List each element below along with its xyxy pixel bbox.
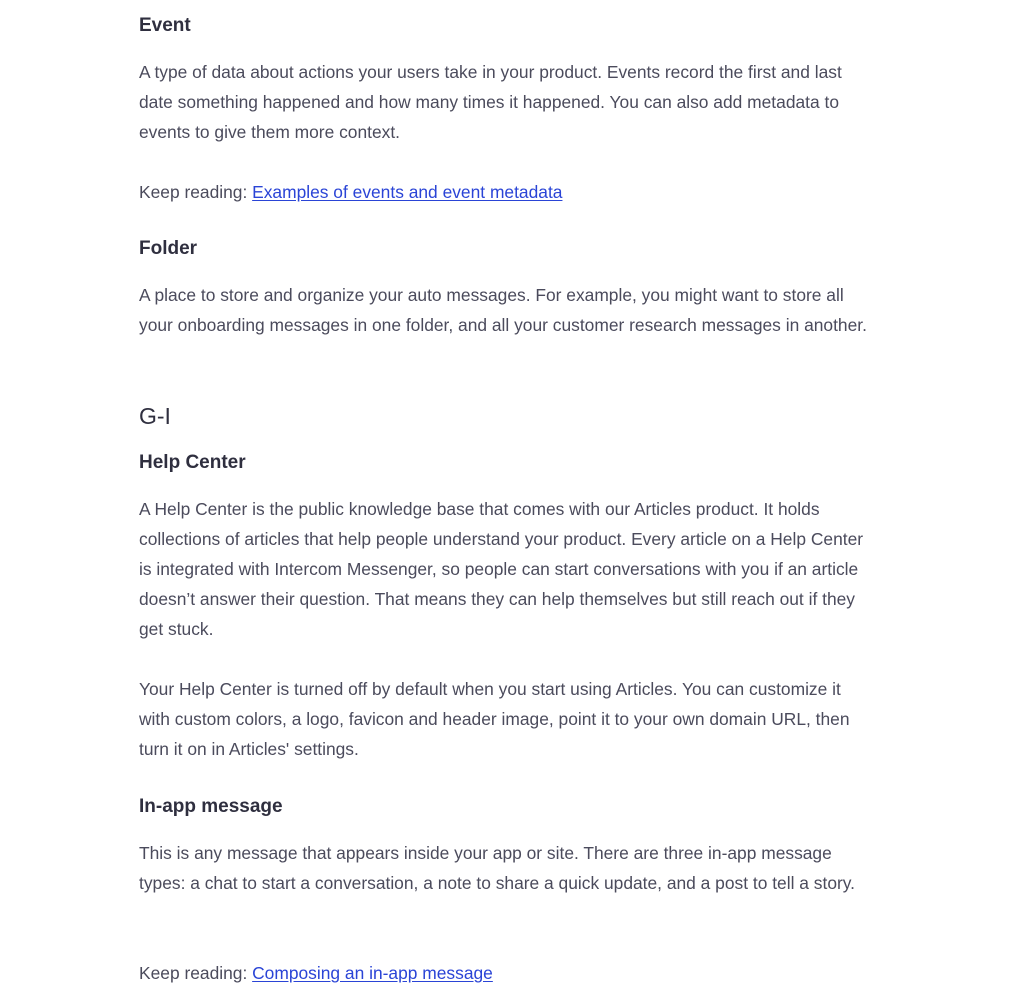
term-description-folder: A place to store and organize your auto messages. For example, you might want to store all your onboarding messages in one folder, and all your customer research messages in another. [139,285,867,335]
keep-reading-label: Keep reading: [139,182,253,202]
term-description-in-app-message: This is any message that appears inside your app or site. There are three in-app message types: a chat to start a conversation, a note to share a quick update, and a post to tell a story. [139,843,856,893]
term-description-help-center-settings: Your Help Center is turned off by default when you start using Articles. You can customize it with custom colors, a logo, favicon and header image, point it to your own domain URL, then turn it on in Articles' settings. [139,679,850,759]
term-title-event: Event [139,15,191,36]
term-title-folder: Folder [139,238,198,259]
term-title-help-center: Help Center [139,452,246,473]
composing-in-app-message-link[interactable]: Composing an in-app message [252,963,493,983]
section-heading-g-i: G-I [139,403,171,429]
term-title-in-app-message: In-app message [139,796,283,817]
keep-reading-in-app-message [139,958,869,988]
term-description-event: A type of data about actions your users take in your product. Events record the first and last date something happened and how many times it happened. You can also add metadata to events to give them more context. [139,62,842,142]
examples-of-events-link[interactable]: Examples of events and event metadata [252,182,563,202]
term-description-help-center: A Help Center is the public knowledge base that comes with our Articles product. It holds collections of articles that help people understand your product. Every article on a Help Center is integrated with Intercom Messenger, so people can start conversations with you if an article doesn’t answer their question. That means they can help themselves but still reach out if they get stuck. [139,499,864,639]
keep-reading-event [139,177,869,207]
keep-reading-label: Keep reading: [139,963,253,983]
